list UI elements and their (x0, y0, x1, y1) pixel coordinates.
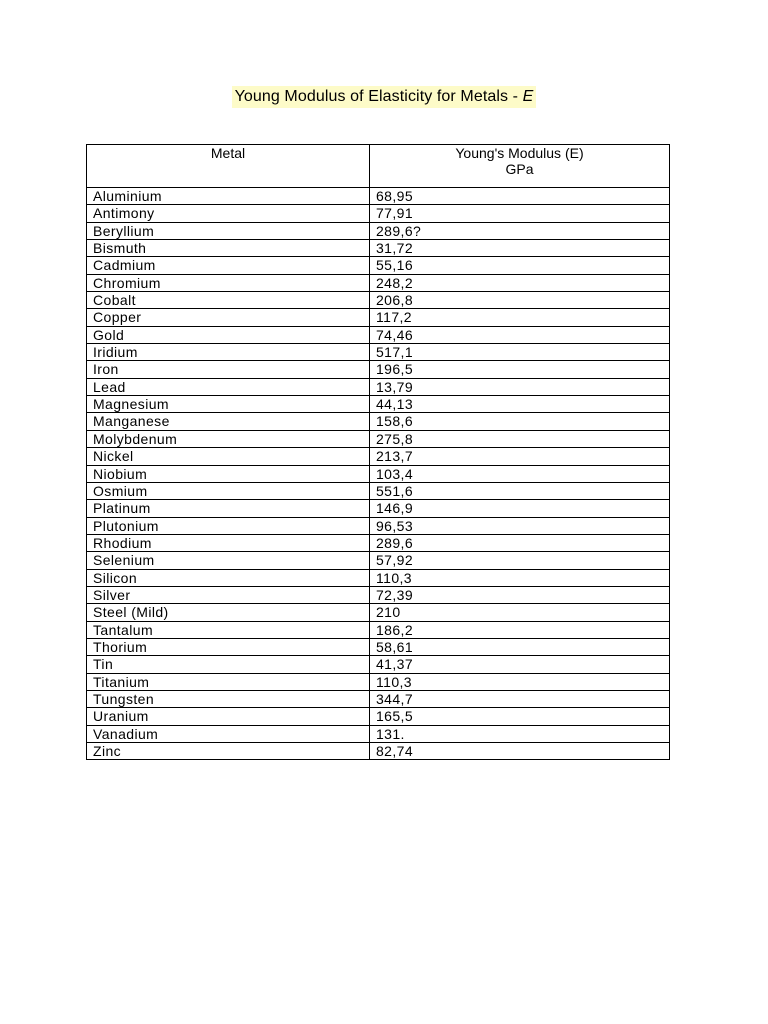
metal-name-cell: Niobium (87, 465, 370, 482)
table-row (87, 552, 670, 569)
modulus-value-cell: 275,8 (370, 430, 670, 447)
table-row (87, 743, 670, 760)
modulus-value-cell: 110,3 (370, 569, 670, 586)
metal-name-cell: Magnesium (87, 396, 370, 413)
table-row (87, 430, 670, 447)
modulus-value-cell: 77,91 (370, 205, 670, 222)
modulus-value-cell: 68,95 (370, 188, 670, 205)
table-header-row (87, 145, 670, 188)
table-row (87, 222, 670, 239)
modulus-value-cell: 289,6? (370, 222, 670, 239)
metal-name-cell: Plutonium (87, 517, 370, 534)
table-row (87, 205, 670, 222)
modulus-value-cell: 13,79 (370, 378, 670, 395)
table-row (87, 517, 670, 534)
modulus-value-cell: 517,1 (370, 344, 670, 361)
metal-name-cell: Selenium (87, 552, 370, 569)
metal-name-cell: Bismuth (87, 240, 370, 257)
table-row (87, 378, 670, 395)
modulus-value-cell: 82,74 (370, 743, 670, 760)
metal-name-cell: Cobalt (87, 292, 370, 309)
metal-name-cell: Tin (87, 656, 370, 673)
title-text: Young Modulus of Elasticity for Metals - (234, 88, 523, 105)
metal-name-cell: Beryllium (87, 222, 370, 239)
table-row (87, 448, 670, 465)
table-row (87, 344, 670, 361)
modulus-value-cell: 551,6 (370, 482, 670, 499)
table-row (87, 690, 670, 707)
table-row (87, 604, 670, 621)
metal-name-cell: Chromium (87, 274, 370, 291)
table-row (87, 725, 670, 742)
modulus-value-cell: 213,7 (370, 448, 670, 465)
metal-name-cell: Aluminium (87, 188, 370, 205)
modulus-value-cell: 186,2 (370, 621, 670, 638)
table-row (87, 309, 670, 326)
table-row (87, 326, 670, 343)
modulus-value-cell: 165,5 (370, 708, 670, 725)
page-title (232, 86, 537, 108)
table-row (87, 673, 670, 690)
modulus-value-cell: 41,37 (370, 656, 670, 673)
table-row (87, 482, 670, 499)
title-symbol: E (522, 88, 534, 105)
metal-name-cell: Rhodium (87, 534, 370, 551)
metal-name-cell: Gold (87, 326, 370, 343)
header-modulus-label: Young's Modulus (E) (455, 145, 584, 161)
table-body (87, 188, 670, 760)
modulus-value-cell: 74,46 (370, 326, 670, 343)
modulus-value-cell: 210 (370, 604, 670, 621)
metal-name-cell: Steel (Mild) (87, 604, 370, 621)
modulus-value-cell: 344,7 (370, 690, 670, 707)
metal-name-cell: Platinum (87, 500, 370, 517)
table-row (87, 534, 670, 551)
metal-name-cell: Osmium (87, 482, 370, 499)
metal-name-cell: Iron (87, 361, 370, 378)
metal-name-cell: Copper (87, 309, 370, 326)
table-row (87, 396, 670, 413)
modulus-value-cell: 103,4 (370, 465, 670, 482)
metal-name-cell: Titanium (87, 673, 370, 690)
table-row (87, 257, 670, 274)
modulus-value-cell: 158,6 (370, 413, 670, 430)
table-row (87, 274, 670, 291)
metal-name-cell: Tantalum (87, 621, 370, 638)
table-row (87, 361, 670, 378)
table-row (87, 621, 670, 638)
metal-name-cell: Lead (87, 378, 370, 395)
metal-name-cell: Vanadium (87, 725, 370, 742)
metal-name-cell: Nickel (87, 448, 370, 465)
modulus-value-cell: 55,16 (370, 257, 670, 274)
metal-name-cell: Uranium (87, 708, 370, 725)
modulus-value-cell: 248,2 (370, 274, 670, 291)
modulus-value-cell: 96,53 (370, 517, 670, 534)
modulus-value-cell: 196,5 (370, 361, 670, 378)
metal-name-cell: Silicon (87, 569, 370, 586)
metal-name-cell: Molybdenum (87, 430, 370, 447)
modulus-value-cell: 289,6 (370, 534, 670, 551)
table-row (87, 188, 670, 205)
table-row (87, 586, 670, 603)
table-row (87, 656, 670, 673)
modulus-value-cell: 44,13 (370, 396, 670, 413)
modulus-value-cell: 117,2 (370, 309, 670, 326)
modulus-value-cell: 146,9 (370, 500, 670, 517)
metal-name-cell: Antimony (87, 205, 370, 222)
table-row (87, 292, 670, 309)
modulus-table (86, 144, 670, 760)
modulus-value-cell: 72,39 (370, 586, 670, 603)
table-row (87, 500, 670, 517)
table-row (87, 413, 670, 430)
table-row (87, 465, 670, 482)
title-container (0, 86, 768, 108)
modulus-value-cell: 110,3 (370, 673, 670, 690)
table-row (87, 569, 670, 586)
metal-name-cell: Silver (87, 586, 370, 603)
modulus-value-cell: 131. (370, 725, 670, 742)
metal-name-cell: Zinc (87, 743, 370, 760)
metal-name-cell: Thorium (87, 638, 370, 655)
metal-name-cell: Manganese (87, 413, 370, 430)
header-modulus (370, 145, 670, 188)
table-row (87, 638, 670, 655)
metal-name-cell: Tungsten (87, 690, 370, 707)
table-row (87, 240, 670, 257)
modulus-value-cell: 31,72 (370, 240, 670, 257)
modulus-value-cell: 58,61 (370, 638, 670, 655)
modulus-value-cell: 57,92 (370, 552, 670, 569)
table-row (87, 708, 670, 725)
metal-name-cell: Iridium (87, 344, 370, 361)
metal-name-cell: Cadmium (87, 257, 370, 274)
header-unit: GPa (505, 161, 534, 177)
header-metal: Metal (87, 145, 370, 188)
modulus-value-cell: 206,8 (370, 292, 670, 309)
